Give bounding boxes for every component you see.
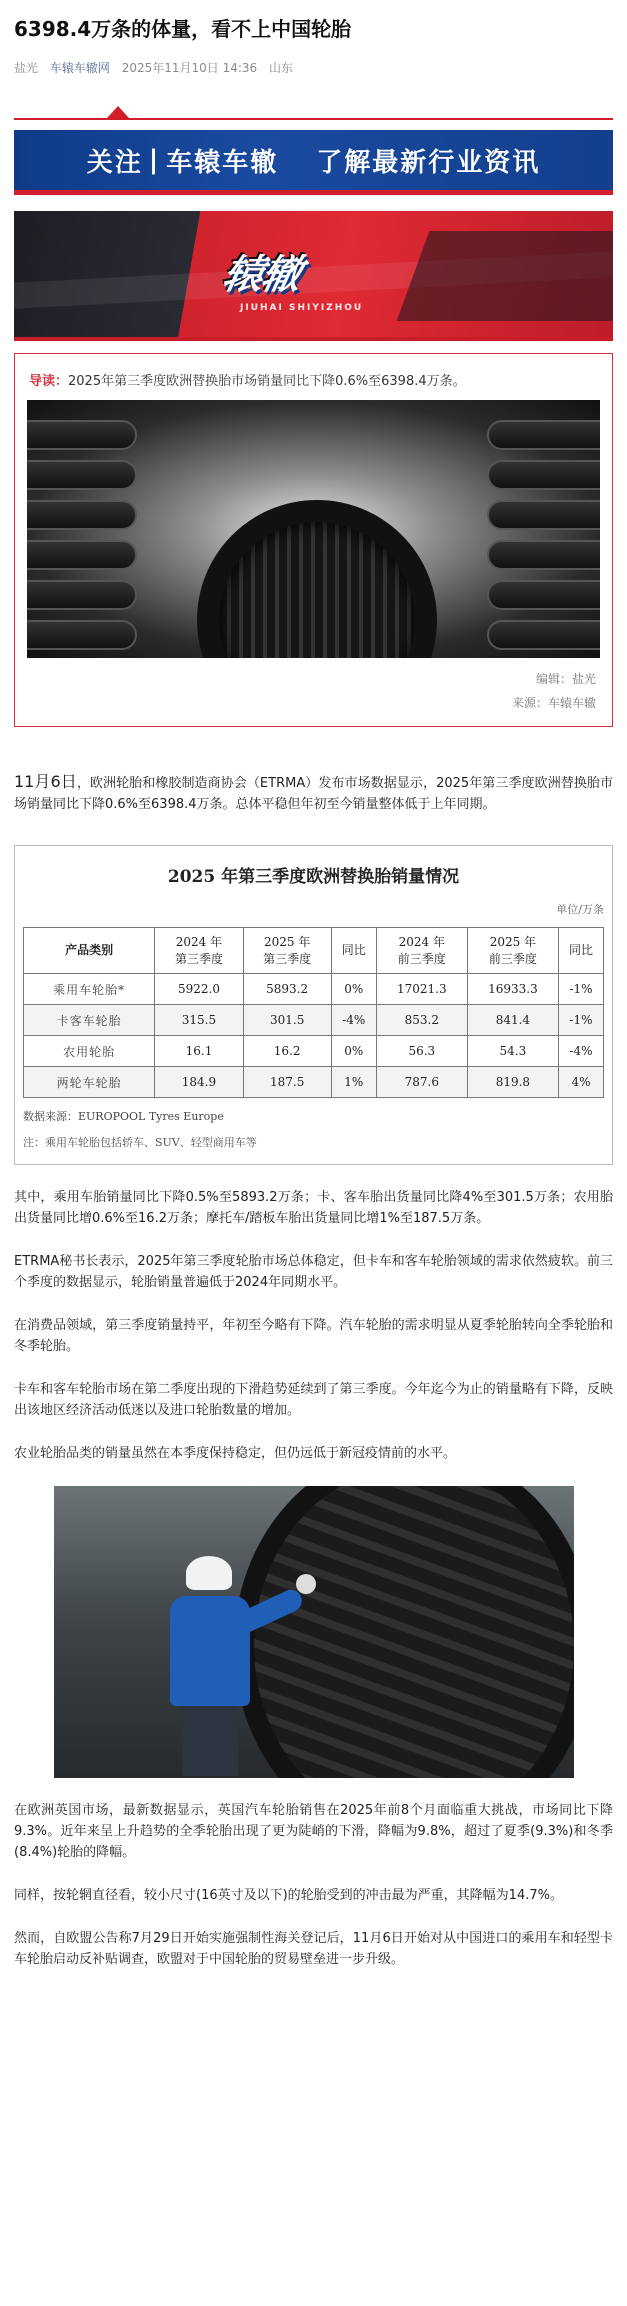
paragraph-9: 然而，自欧盟公告称7月29日开始实施强制性海关登记后，11月6日开始对从中国进口的乘用车和轻型卡车轮胎启动反补贴调查，欧盟对于中国轮胎的贸易壁垒进一步升级。: [14, 1931, 613, 1967]
account-link[interactable]: 车辕车辙网: [49, 61, 110, 75]
table-cell: 56.3: [376, 1036, 467, 1067]
tire-rack-photo: [27, 400, 600, 658]
table-cell: -1%: [558, 974, 603, 1005]
table-header: 2025 年 前三季度: [467, 928, 558, 974]
paragraph-5: 卡车和客车轮胎市场在第二季度出现的下滑趋势延续到了第三季度。今年迄今为止的销量略有下降，反映出该地区经济活动低迷以及进口轮胎数量的增加。: [14, 1382, 613, 1418]
table-cell: 农用轮胎: [24, 1036, 155, 1067]
table-row: [24, 1005, 604, 1036]
paragraph-8: 同样，按轮辋直径看，较小尺寸(16英寸及以下)的轮胎受到的冲击最为严重，其降幅为14.7%。: [14, 1888, 563, 1903]
table-cell: 卡客车轮胎: [24, 1005, 155, 1036]
table-cell: 0%: [331, 1036, 376, 1067]
paragraph-2: 其中，乘用车胎销量同比下降0.5%至5893.2万条；卡、客车胎出货量同比降4%至301.5万条；农用胎出货量同比增0.6%至16.2万条；摩托车/踏板车胎出货量同比增1%至187.5万条。: [14, 1190, 613, 1226]
publish-time: 2025年11月10日 14:36: [121, 61, 258, 75]
sales-table-card: [14, 845, 613, 1165]
table-row: [24, 1036, 604, 1067]
guide-body: 2025年第三季度欧洲替换胎市场销量同比下降0.6%至6398.4万条。: [68, 374, 466, 389]
paragraph-7: 在欧洲英国市场，最新数据显示，英国汽车轮胎销售在2025年前8个月面临重大挑战，市场同比下降9.3%。近年来呈上升趋势的全季轮胎出现了更为陡峭的下滑，降幅为9.8%，超过了夏季(9.3%)和冬季(8.4%)轮胎的降幅。: [14, 1803, 613, 1860]
paragraph-1: 11月6日，欧洲轮胎和橡胶制造商协会（ETRMA）发布市场数据显示，2025年第三季度欧洲替换胎市场销量同比下降0.6%至6398.4万条。总体平稳但年初至今销量整体低于上年同期。: [14, 772, 613, 812]
paragraph-6: 农业轮胎品类的销量虽然在本季度保持稳定，但仍远低于新冠疫情前的水平。: [14, 1446, 457, 1461]
banner-divider: [14, 118, 613, 120]
table-cell: 17021.3: [376, 974, 467, 1005]
table-source: 数据来源：EUROPOOL Tyres Europe: [23, 1110, 224, 1123]
table-row: [24, 974, 604, 1005]
table-cell: 787.6: [376, 1067, 467, 1098]
table-cell: 1%: [331, 1067, 376, 1098]
editor-caption: 编辑：盐光: [535, 672, 596, 686]
follow-brand: 车辕车辙: [166, 147, 279, 178]
table-header: 2025 年 第三季度: [243, 928, 331, 974]
table-cell: 16.1: [155, 1036, 243, 1067]
article-title: 6398.4万条的体量，看不上中国轮胎: [14, 17, 352, 41]
banner-notch: [107, 106, 129, 118]
sales-table: [23, 927, 604, 1098]
brand-banner-image: [14, 211, 613, 341]
table-cell: -4%: [331, 1005, 376, 1036]
table-cell: 乘用车轮胎*: [24, 974, 155, 1005]
table-cell: 301.5: [243, 1005, 331, 1036]
brand-logo: 辕辙: [218, 252, 305, 298]
table-cell: 两轮车轮胎: [24, 1067, 155, 1098]
table-cell: -4%: [558, 1036, 603, 1067]
table-cell: 184.9: [155, 1067, 243, 1098]
table-cell: 5893.2: [243, 974, 331, 1005]
table-cell: 16.2: [243, 1036, 331, 1067]
guide-text: [27, 372, 600, 392]
follow-banner[interactable]: [14, 130, 613, 195]
table-title: 2025 年第三季度欧洲替换胎销量情况: [167, 867, 460, 887]
table-unit: 单位/万条: [556, 903, 604, 916]
publish-location: 山东: [269, 61, 294, 75]
author-name: 盐光: [14, 61, 39, 75]
table-cell: 841.4: [467, 1005, 558, 1036]
table-cell: 54.3: [467, 1036, 558, 1067]
article-meta: [14, 58, 613, 78]
paragraph-date: 11月6日: [14, 772, 77, 791]
table-header: 同比: [558, 928, 603, 974]
table-cell: 853.2: [376, 1005, 467, 1036]
table-cell: 5922.0: [155, 974, 243, 1005]
brand-logo-subtitle: JIUHAI SHIYIZHOU: [240, 303, 364, 313]
follow-text: 关注: [86, 147, 143, 178]
table-cell: 315.5: [155, 1005, 243, 1036]
paragraph-4: 在消费品领域，第三季度销量持平，年初至今略有下降。汽车轮胎的需求明显从夏季轮胎转向全季轮胎和冬季轮胎。: [14, 1318, 613, 1354]
table-cell: 16933.3: [467, 974, 558, 1005]
table-note: 注：乘用车轮胎包括轿车、SUV、轻型商用车等: [23, 1136, 257, 1149]
table-header-row: [24, 928, 604, 974]
follow-separator: |: [148, 145, 161, 175]
table-cell: 4%: [558, 1067, 603, 1098]
table-header: 2024 年 第三季度: [155, 928, 243, 974]
table-header: 同比: [331, 928, 376, 974]
table-cell: 187.5: [243, 1067, 331, 1098]
guide-lead: 导读：: [29, 374, 69, 389]
table-cell: 0%: [331, 974, 376, 1005]
table-header: 产品类别: [24, 928, 155, 974]
table-row: [24, 1067, 604, 1098]
source-caption: 来源：车辕车辙: [511, 696, 596, 710]
follow-slogan: 了解最新行业资讯: [316, 147, 541, 178]
worker-tire-photo: [54, 1486, 574, 1778]
paragraph-3: ETRMA秘书长表示，2025年第三季度轮胎市场总体稳定，但卡车和客车轮胎领域的需求依然疲软。前三个季度的数据显示，轮胎销量普遍低于2024年同期水平。: [14, 1254, 613, 1290]
table-cell: -1%: [558, 1005, 603, 1036]
table-header: 2024 年 前三季度: [376, 928, 467, 974]
table-cell: 819.8: [467, 1067, 558, 1098]
guide-box: [14, 353, 613, 727]
